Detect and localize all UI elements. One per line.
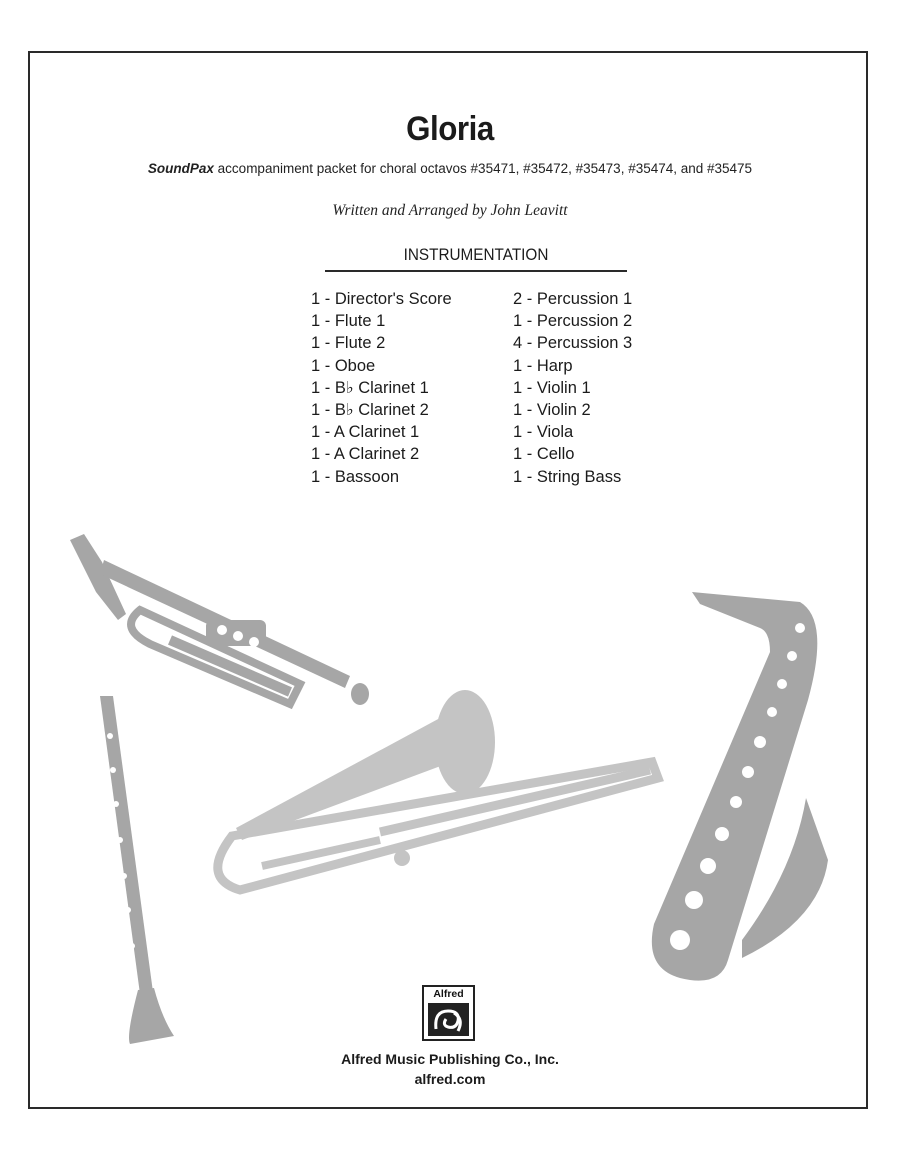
logo-wordmark: Alfred [433,988,464,1000]
instrument-item: 1 - A Clarinet 2 [311,445,420,464]
saxophone-illustration [652,592,828,981]
instrument-item: 1 - Viola [513,423,574,442]
instrument-item: 1 - Director's Score [311,290,452,308]
credit-line: Written and Arranged by John Leavitt [332,202,568,219]
instrument-item: 1 - Flute 2 [311,334,386,353]
instrument-item: 1 - Harp [513,356,573,375]
instrument-item: 1 - B♭ Clarinet 1 [311,378,429,397]
trombone-illustration [218,690,658,890]
publisher-website: alfred.com [414,1071,486,1087]
instrument-item: 1 - B♭ Clarinet 2 [311,401,429,420]
instrument-item: 1 - String Bass [513,467,622,486]
instrument-item: 1 - Oboe [311,356,376,375]
instrument-item: 1 - Bassoon [311,467,400,486]
instrument-item: 1 - Violin 1 [513,378,591,397]
clarinet-illustration [100,696,174,1044]
instrument-item: 1 - Cello [513,445,575,464]
subtitle-brand: SoundPax [147,161,214,176]
instrument-item: 1 - Flute 1 [311,312,386,331]
instrument-item: 2 - Percussion 1 [513,290,633,308]
alfred-logo [422,985,475,1041]
instrument-item: 1 - A Clarinet 1 [311,423,420,442]
publisher-name: Alfred Music Publishing Co., Inc. [341,1051,559,1067]
trumpet-illustration [70,534,369,705]
page-title: Gloria [406,110,494,148]
instrument-item: 1 - Violin 2 [513,401,591,420]
logo-emblem-icon [428,1003,469,1036]
instrumentation-heading: INSTRUMENTATION [403,245,549,264]
instrument-item: 1 - Percussion 2 [513,312,633,331]
subtitle-text: accompaniment packet for choral octavos #35471, #35472, #35473, #35474, and #35475 [213,161,753,176]
instrument-item: 4 - Percussion 3 [513,334,633,353]
